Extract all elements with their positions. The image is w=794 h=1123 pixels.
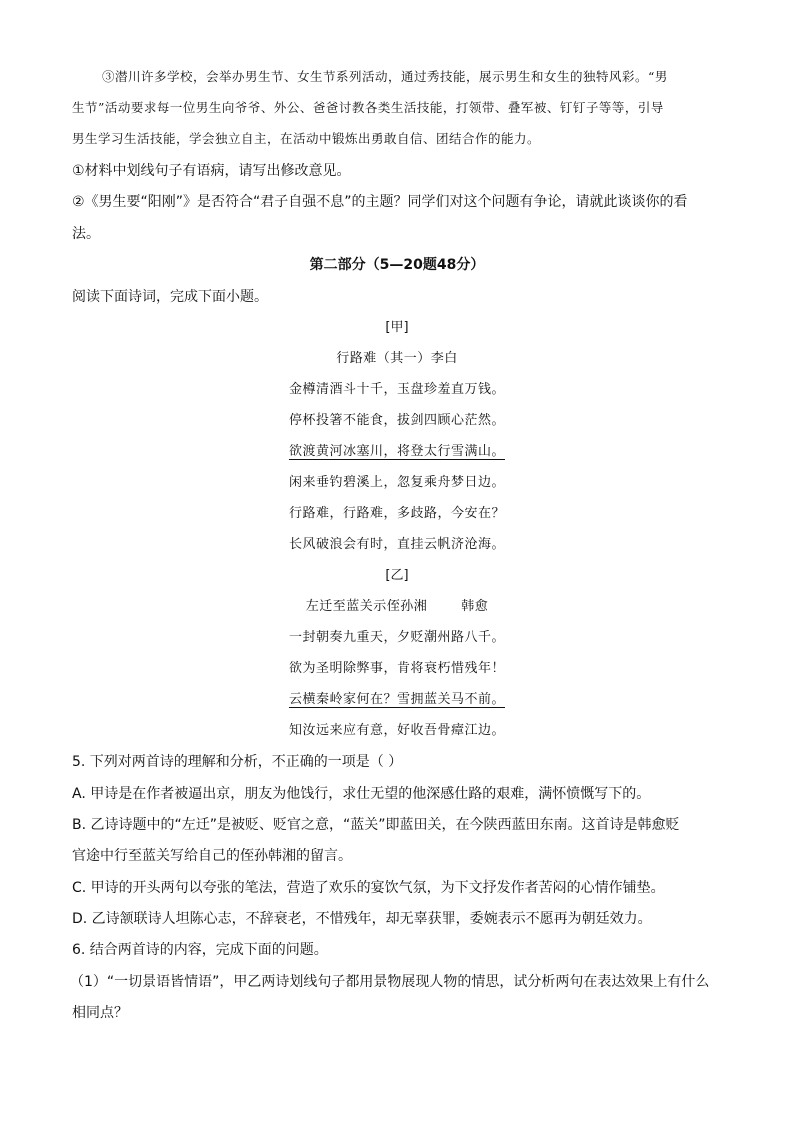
underlined-sentence: 云横秦岭家何在？雪拥蓝关马不前。 — [288, 692, 505, 707]
poem-b-label: [乙] — [385, 568, 409, 583]
underlined-sentence: 欲渡黄河冰塞川，将登太行雪满山。 — [288, 444, 505, 459]
material-text: 生节”活动要求每一位男生向爷爷、外公、爸爸讨教各类生活技能，打领带、叠军被、钉钉子等等，引导 — [72, 100, 664, 115]
poem-a-line: 闲来垂钓碧溪上，忽复乘舟梦日边。 — [288, 475, 505, 490]
material-paragraph-line: 男生学习生活技能，学会独立自主，在活动中锻炼出勇敢自信、团结合作的能力。 — [72, 131, 541, 146]
poem-b-line: 一封朝奏九重天，夕贬潮州路八千。 — [288, 630, 505, 645]
question-5-option-d: D. 乙诗颔联诗人坦陈心志，不辞衰老，不惜残年，却无辜获罪，委婉表示不愿再为朝廷效力。 — [72, 911, 652, 927]
poem-a-line: 行路难，行路难，多歧路，今安在？ — [288, 506, 505, 521]
section-title: 第二部分（5—20题48分） — [309, 257, 485, 273]
question-5-option-b-cont: 官途中行至蓝关写给自己的侄孙韩湘的留言。 — [72, 848, 352, 864]
poem-b-line: 欲为圣明除弊事，肯将衰朽惜残年！ — [288, 661, 505, 676]
question-5-stem: 5. 下列对两首诗的理解和分析，不正确的一项是（ ） — [72, 754, 403, 770]
question-6-stem: 6. 结合两首诗的内容，完成下面的问题。 — [72, 942, 328, 958]
poem-a-title: 行路难（其一）李白 — [336, 351, 458, 366]
question-6-sub1: （1）“一切景语皆情语”，甲乙两诗划线句子都用景物展现人物的情思，试分析两句在表达效果上有什么 — [70, 974, 710, 990]
question-2-line: 法。 — [72, 226, 100, 242]
poem-b-title: 左迁至蓝关示侄孙湘 — [305, 599, 428, 614]
material-paragraph-line: ③潜川许多学校，会举办男生节、女生节系列活动，通过秀技能，展示男生和女生的独特风彩。“男 — [102, 69, 668, 84]
poem-a-line: 金樽清酒斗十千，玉盘珍羞直万钱。 — [288, 382, 505, 397]
poem-b-heading — [0, 597, 794, 617]
question-2-line: ②《男生要“阳刚”》是否符合“君子自强不息”的主题？同学们对这个问题有争论，请就此谈谈你的看 — [72, 194, 688, 210]
reading-instruction: 阅读下面诗词，完成下面小题。 — [72, 289, 268, 305]
poem-a-line: 停杯投箸不能食，拔剑四顾心茫然。 — [288, 413, 505, 428]
poem-a-line-underlined — [0, 442, 794, 462]
poem-a-label: [甲] — [385, 320, 409, 335]
poem-b-line-underlined — [0, 690, 794, 710]
question-1: ①材料中划线句子有语病，请写出修改意见。 — [72, 163, 351, 179]
material-paragraph-line — [72, 98, 722, 118]
question-6-sub1-cont: 相同点？ — [72, 1005, 128, 1021]
question-5-option-c: C. 甲诗的开头两句以夸张的笔法，营造了欢乐的宴饮气氛，为下文抒发作者苦闷的心情作铺垫。 — [72, 880, 665, 896]
poem-b-author: 韩愈 — [461, 599, 489, 614]
question-5-option-a: A. 甲诗是在作者被逼出京，朋友为他饯行，求仕无望的他深感仕路的艰难，满怀愤慨写下的。 — [72, 786, 651, 802]
question-5-option-b: B. 乙诗诗题中的“左迁”是被贬、贬官之意，“蓝关”即蓝田关，在今陕西蓝田东南。这首诗是韩愈贬 — [72, 817, 680, 833]
poem-b-line: 知汝远来应有意，好收吾骨瘴江边。 — [288, 723, 505, 738]
poem-a-line: 长风破浪会有时，直挂云帆济沧海。 — [288, 537, 505, 552]
